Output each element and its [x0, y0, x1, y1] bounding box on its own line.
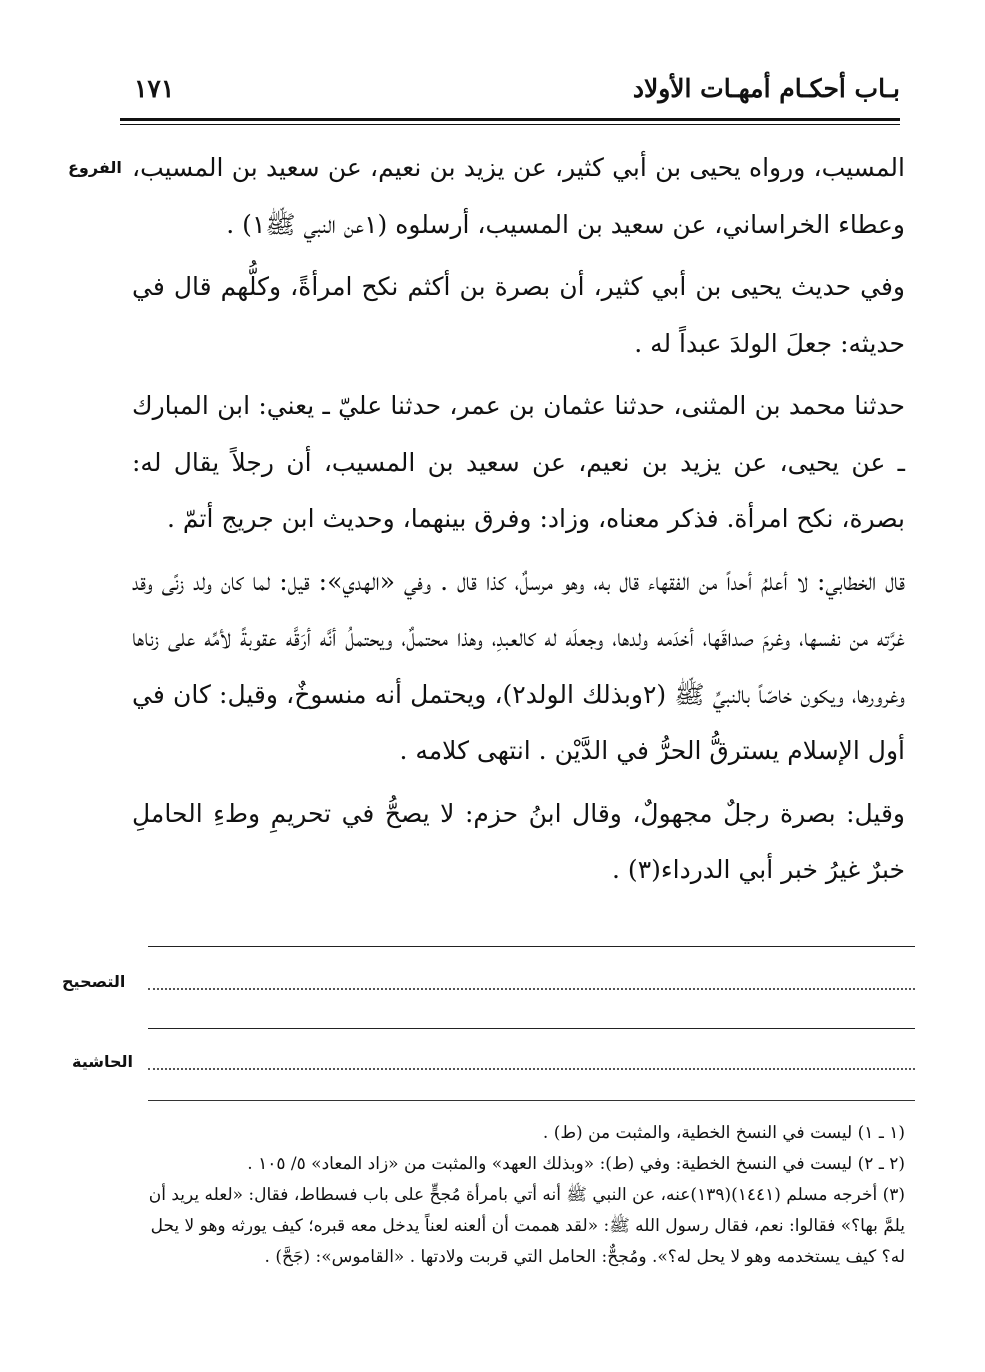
header-rule-thin [120, 124, 900, 125]
paragraph: حدثنا محمد بن المثنى، حدثنا عثمان بن عمر، حدثنا عليّ ـ يعني: ابن المبارك ـ عن يحيى، عن يزيد بن نعيم، عن سعيد بن المسيب، أن رجلاً يقال له: بصرة، نكح امرأة. فذكر معناه، وزاد: وفرق بينهما، وحديث ابن جريج أتمّ . [132, 391, 905, 533]
margin-label-annotation: الحاشية [72, 1052, 133, 1071]
chapter-title: بـاب أحكـام أمهـات الأولاد [632, 74, 900, 103]
footnote-separator [148, 1100, 915, 1101]
header-rule [120, 118, 900, 121]
correction-dotted-line [148, 988, 915, 990]
paragraph: المسيب، ورواه يحيى بن أبي كثير، عن يزيد بن نعيم، عن سعيد بن المسيب، وعطاء الخراساني، عن سعيد بن المسيب، أرسلوه (١عن النبي ﷺ١) . [132, 153, 905, 239]
main-text [132, 140, 905, 905]
page-header [120, 70, 900, 116]
footnote: (٣) أخرجه مسلم (١٤٤١)(١٣٩)عنه، عن النبي ﷺ أنه أتي بامرأة مُجحٍّ على باب فسطاط، فقال: «لعله يريد أن يلمَّ بها؟» فقالوا: نعم، فقال رسول الله ﷺ: «لقد هممت أن ألعنه لعناً يدخل معه قبره؛ كيف يورثه وهو لا يحل له؟ كيف يستخدمه وهو لا يحل له؟». ومُجحٌّ: الحامل التي قربت ولادتها . «القاموس»: (جَحَّ) . [148, 1185, 905, 1267]
annotation-dotted-line [148, 1068, 915, 1070]
footnote: (٢ ـ ٢) ليست في النسخ الخطية: وفي (ط): «وبذلك العهد» والمثبت من «زاد المعاد» ٥/ ١٠٥ . [247, 1154, 905, 1174]
correction-top-rule [148, 946, 915, 947]
footnotes [140, 1118, 905, 1273]
margin-label-branch: الفروع [68, 158, 122, 177]
paragraph: وفي حديث يحيى بن أبي كثير، أن بصرة بن أكثم نكح امرأةً، وكلُّهم قال في حديثه: جعلَ الولدَ عبداً له . [132, 272, 905, 358]
margin-label-correction: التصحيح [62, 972, 126, 991]
paragraph: وقيل: بصرة رجلٌ مجهولٌ، وقال ابنُ حزم: لا يصحُّ في تحريمِ وطءِ الحاملِ خبرٌ غيرُ خبر أبي الدرداء(٣) . [132, 798, 905, 884]
paragraph: قال الخطابي: لا أعلمُ أحداً من الفقهاء قال به، وهو مرسلٌ، كذا قال . وفي «الهدي»: قيل: لما كان ولد زنًى وقد غرَّته من نفسها، وغرمَ صداقَها، أخدَمه ولدها، وجعلَه له كالعبدِ، وهذا محتملٌ، ويحتملُ أنَّه أرَقَّه عقوبةً لأمِّه على زناها وغرورها، ويكون خاصّاً بالنبيِّ ﷺ (٢وبذلك الولد٢)، ويحتمل أنه منسوخٌ، وقيل: كان في أول الإسلام يسترقُّ الحرُّ في الدَّيْن . انتهى كلامه . [132, 566, 905, 765]
footnote: (١ ـ ١) ليست في النسخ الخطية، والمثبت من (ط) . [542, 1123, 905, 1143]
annotation-top-rule [148, 1028, 915, 1029]
page-number: ١٧١ [134, 74, 175, 103]
